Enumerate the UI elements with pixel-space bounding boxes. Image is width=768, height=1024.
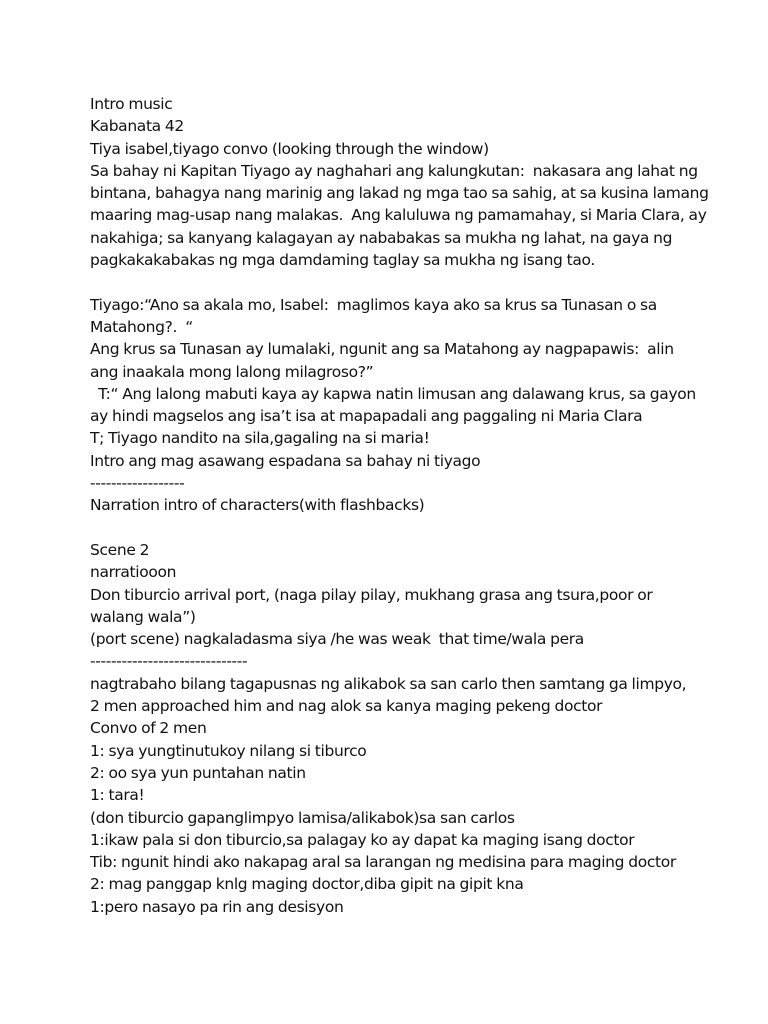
text-line: 1:pero nasayo pa rin ang desisyon	[90, 897, 344, 916]
text-line: 2 men approached him and nag alok sa kanya maging pekeng doctor	[90, 697, 603, 716]
blank-line	[90, 271, 755, 293]
document-body	[90, 93, 755, 918]
text-line: Intro music	[90, 95, 173, 113]
text-line: Narration intro of characters(with flashbacks)	[90, 496, 425, 515]
text-line: ay hindi magselos ang isa’t isa at mapapadali ang paggaling ni Maria Clara	[90, 407, 643, 426]
text-line: pagkakakabakas ng mga damdaming taglay sa mukha ng isang tao.	[90, 251, 595, 270]
text-line: Sa bahay ni Kapitan Tiyago ay naghahari ang kalungkutan: nakasara ang lahat ng	[90, 161, 698, 180]
text-line: 1: sya yungtinutukoy nilang si tiburco	[90, 741, 367, 760]
text-line: T; Tiyago nandito na sila,gagaling na si maria!	[90, 429, 430, 448]
separator-line: ------------------------------	[90, 652, 248, 671]
text-line: T:“ Ang lalong mabuti kaya ay kapwa natin limusan ang dalawang krus, sa gayon	[90, 384, 696, 403]
text-line: 1: tara!	[90, 786, 145, 805]
text-line: Ang krus sa Tunasan ay lumalaki, ngunit ang sa Matahong ay nagpapawis: alin	[90, 340, 674, 359]
blank-line	[90, 517, 755, 539]
text-line: nakahiga; sa kanyang kalagayan ay nababakas sa mukha ng lahat, na gaya ng	[90, 228, 673, 247]
text-line: nagtrabaho bilang tagapusnas ng alikabok sa san carlo then samtang ga limpyo,	[90, 674, 687, 693]
text-line: Tiya isabel,tiyago convo (looking through the window)	[90, 139, 489, 158]
separator-line: ------------------	[90, 474, 185, 493]
text-line: 1:ikaw pala si don tiburcio,sa palagay ko ay dapat ka maging isang doctor	[90, 830, 635, 849]
text-line: (don tiburcio gapanglimpyo lamisa/alikabok)sa san carlos	[90, 808, 515, 827]
text-line: Convo of 2 men	[90, 719, 207, 738]
text-line: 2: oo sya yun puntahan natin	[90, 763, 306, 782]
text-line: ang inaakala mong lalong milagroso?”	[90, 362, 374, 381]
text-line: Tiyago:“Ano sa akala mo, Isabel: maglimos kaya ako sa krus sa Tunasan o sa	[90, 295, 657, 314]
text-line: 2: mag panggap knlg maging doctor,diba gipit na gipit kna	[90, 875, 524, 894]
text-line: Intro ang mag asawang espadana sa bahay ni tiyago	[90, 451, 481, 470]
text-line: Scene 2	[90, 540, 150, 559]
text-line: Matahong?. “	[90, 317, 193, 336]
text-line: Tib: ngunit hindi ako nakapag aral sa larangan ng medisina para maging doctor	[90, 853, 676, 872]
text-line: walang wala”)	[90, 607, 196, 626]
text-line: Kabanata 42	[90, 117, 184, 136]
text-line: narratiooon	[90, 563, 177, 582]
text-line: bintana, bahagya nang marinig ang lakad ng mga tao sa sahig, at sa kusina lamang	[90, 184, 709, 203]
text-line: maaring mag-usap nang malakas. Ang kaluluwa ng pamamahay, si Maria Clara, ay	[90, 206, 707, 225]
text-line: (port scene) nagkaladasma siya /he was weak that time/wala pera	[90, 630, 584, 649]
text-line: Don tiburcio arrival port, (naga pilay pilay, mukhang grasa ang tsura,poor or	[90, 585, 653, 604]
